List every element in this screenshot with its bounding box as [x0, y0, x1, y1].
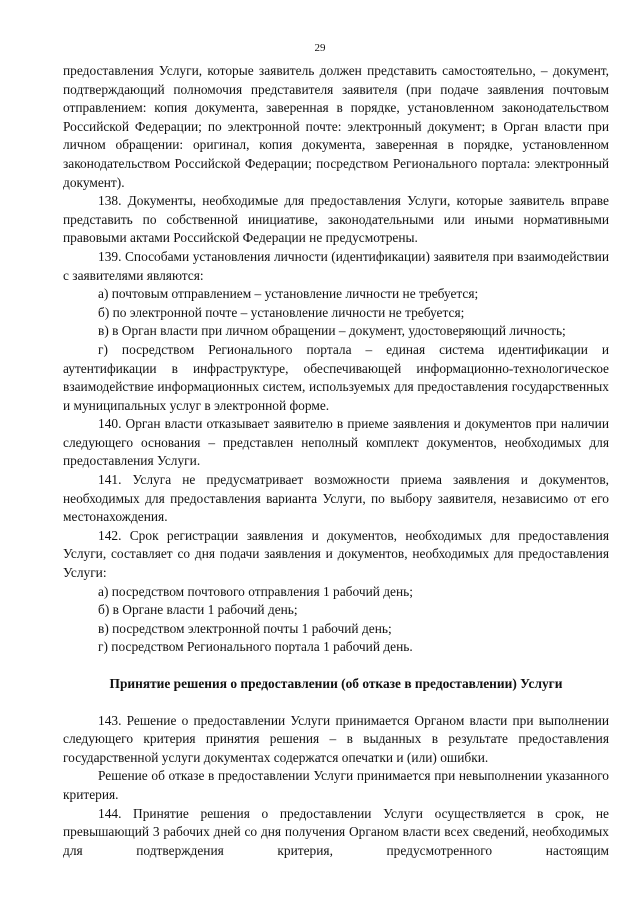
section-heading: Принятие решения о предоставлении (об отказе в предоставлении) Услуги: [109, 676, 563, 691]
list-item-139-g: г) посредством Регионального портала – единая система идентификации и аутентификации в инфраструктуре, обеспечивающей информационно-технологическое взаимодействие информационных систем, используемых для предоставления государственных и муниципальных услуг в электронной форме.: [63, 341, 609, 413]
paragraph-140: 140. Орган власти отказывает заявителю в приеме заявления и документов при наличии следующего основания – представлен неполный комплект документов, необходимых для предоставления Услуги.: [63, 416, 609, 469]
page-number: 29: [314, 42, 326, 54]
list-item-139-v: в) в Орган власти при личном обращении – документ, удостоверяющий личность;: [98, 323, 566, 339]
paragraph-138: 138. Документы, необходимые для предоставления Услуги, которые заявитель вправе представить по собственной инициативе, законодательными или иными нормативными правовыми актами Российской Федерации не предусмотрены.: [63, 193, 609, 246]
paragraph-142: 142. Срок регистрации заявления и документов, необходимых для предоставления Услуги, составляет со дня подачи заявления и документов, необходимых для предоставления Услуги:: [63, 527, 609, 581]
paragraph-141: 141. Услуга не предусматривает возможности приема заявления и документов, необходимых для предоставления варианта Услуги, по выбору заявителя, независимо от его местонахождения.: [63, 472, 609, 525]
list-item-142-g: г) посредством Регионального портала 1 рабочий день.: [98, 639, 413, 655]
paragraph-143: 143. Решение о предоставлении Услуги принимается Органом власти при выполнении следующего критерия принятия решения – в выданных в результате предоставления государственной услуги документах содержатся опечатки и (или) ошибки.: [63, 712, 609, 765]
list-item-139-b: б) по электронной почте – установление личности не требуется;: [98, 304, 465, 320]
list-item-142-v: в) посредством электронной почты 1 рабочий день;: [98, 620, 392, 636]
list-item-139-a: а) почтовым отправлением – установление личности не требуется;: [98, 286, 479, 302]
paragraph-144: 144. Принятие решения о предоставлении Услуги осуществляется в срок, не превышающий 3 рабочих дней со дня получения Органом власти всех сведений, необходимых для подтверждения критерия, предусмотренного настоящим: [63, 805, 609, 858]
document-body: [63, 62, 609, 860]
list-item-142-b: б) в Органе власти 1 рабочий день;: [98, 602, 298, 618]
list-item-142-a: а) посредством почтового отправления 1 рабочий день;: [98, 583, 413, 599]
paragraph-continuation: предоставления Услуги, которые заявитель должен представить самостоятельно, – документ, подтверждающий полномочия представителя заявителя (при подаче заявления почтовым отправлением: копия документа, заверенная в порядке, установленном законодательством Российской Федерации; по электронной почте: электронный документ; в Орган власти при личном обращении: оригинал, копия документа, заверенная в порядке, установленном законодательством Российской Федерации; посредством Регионального портала: электронный документ).: [63, 63, 609, 190]
paragraph-139: 139. Способами установления личности (идентификации) заявителя при взаимодействии с заявителями являются:: [63, 248, 609, 283]
paragraph-refusal: Решение об отказе в предоставлении Услуги принимается при невыполнении указанного критерия.: [63, 768, 609, 802]
